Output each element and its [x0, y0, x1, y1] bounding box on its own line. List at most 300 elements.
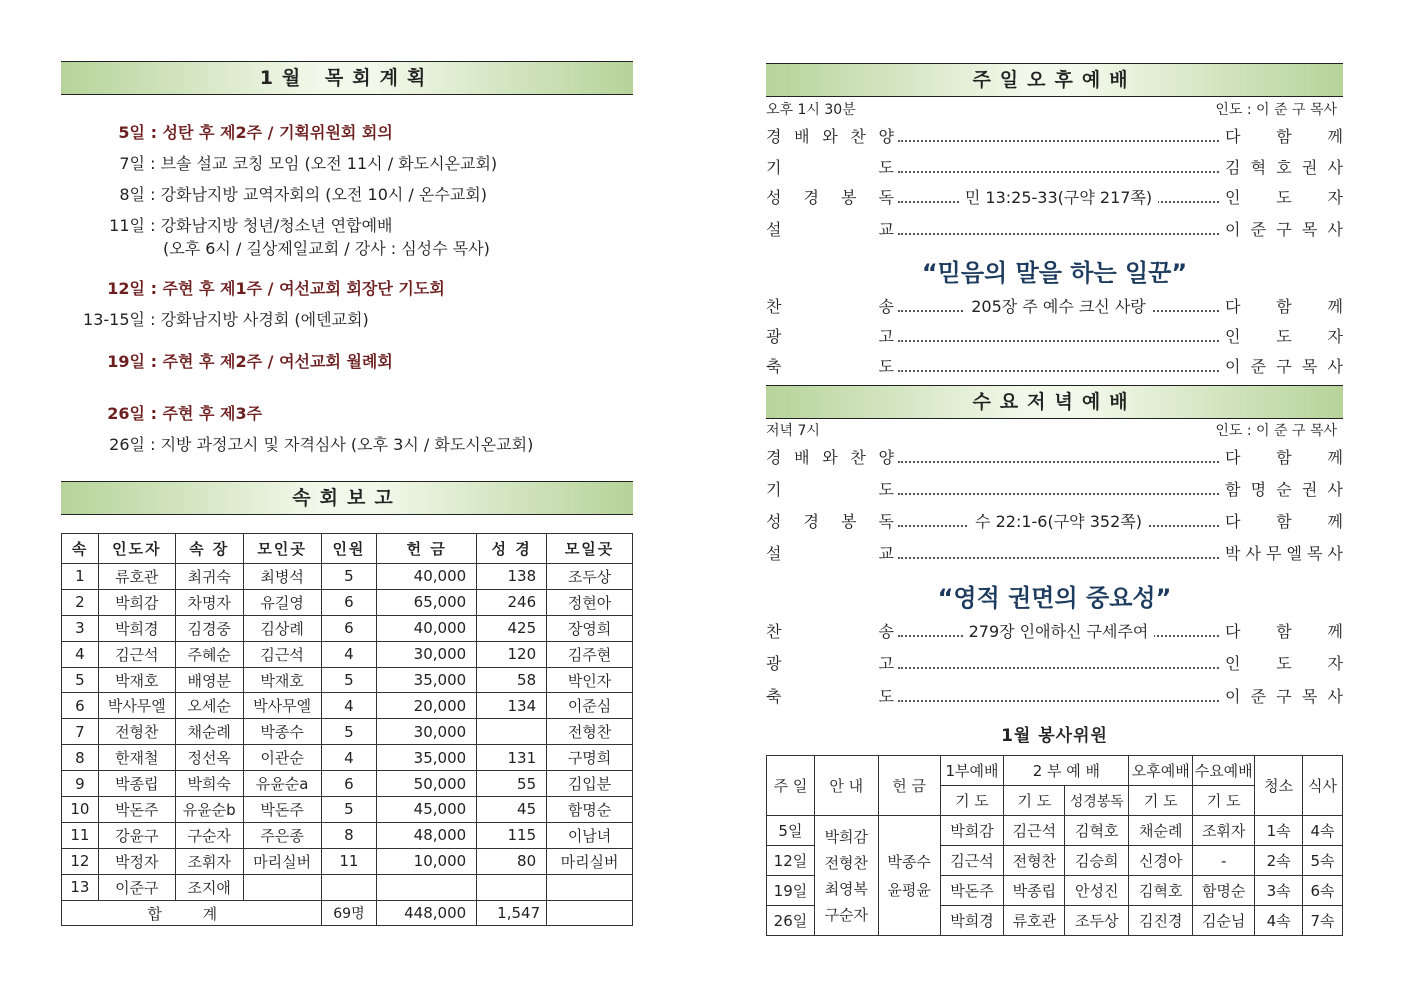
order-row [766, 325, 1343, 349]
cell: 김혁호 [1129, 876, 1193, 906]
plan-text: 강화남지방 교역자회의 (오전 10시 / 온수교회) [160, 185, 487, 204]
table-cell: 10,000 [377, 848, 477, 874]
table-cell: 오세순 [175, 693, 243, 719]
wednesday-subline [766, 421, 1343, 441]
leader-dots [898, 493, 1219, 495]
table-cell: 40,000 [377, 615, 477, 641]
order-person-char: 박 [1225, 544, 1241, 563]
order-person-char: 인 [1225, 327, 1241, 346]
plan-item [61, 151, 497, 174]
order-item-char: 송 [878, 622, 894, 641]
table-cell: 박돈주 [243, 797, 321, 823]
order-person-char: 이 [1225, 220, 1241, 239]
order-person-char: 자 [1327, 188, 1343, 207]
leader-dots [898, 171, 1219, 173]
table-cell: 박희경 [98, 615, 175, 641]
total-bible: 1,547 [477, 900, 547, 926]
plan-item [61, 276, 445, 299]
table-cell: 55 [477, 771, 547, 797]
plan-date: 7일 [119, 154, 145, 173]
order-person-char: 께 [1327, 622, 1343, 641]
table-cell: 30,000 [377, 719, 477, 745]
table-cell: 장영희 [547, 615, 633, 641]
plan-colon: : [145, 435, 161, 454]
cell: 박돈주 [940, 876, 1004, 906]
table-cell: 정선옥 [175, 745, 243, 771]
plan-text: 브솔 설교 코칭 모임 (오전 11시 / 화도시온교회) [160, 154, 498, 173]
plan-date: 8일 [119, 185, 145, 204]
col-guide: 안 내 [814, 756, 878, 816]
table-cell: 45 [477, 797, 547, 823]
table-cell: 2 [62, 589, 99, 615]
afternoon-subline [766, 100, 1343, 120]
table-cell: 김입분 [547, 771, 633, 797]
plan-colon: : [145, 352, 163, 371]
cell: - [1193, 846, 1255, 876]
table-cell: 김주현 [547, 641, 633, 667]
order-person-char: 함 [1276, 127, 1292, 146]
order-item [766, 510, 894, 534]
table-row [62, 848, 633, 874]
table-row [62, 615, 633, 641]
order-item [766, 620, 894, 644]
order-person-char: 사 [1327, 687, 1343, 706]
table-cell: 131 [477, 745, 547, 771]
week: 19일 [767, 876, 815, 906]
order-person-char: 목 [1301, 357, 1318, 376]
order-item-char: 찬 [766, 297, 782, 316]
column-header: 인원 [321, 534, 377, 564]
order-person-char: 께 [1327, 127, 1343, 146]
order-item [766, 355, 894, 379]
wednesday-service-header: 수요저녁예배 [766, 385, 1343, 419]
order-person-char: 호 [1276, 158, 1292, 177]
order-item [766, 652, 894, 676]
total-offering: 448,000 [377, 900, 477, 926]
order-person-char: 구 [1276, 687, 1292, 706]
service-title: 1월 봉사위원 [1001, 726, 1108, 746]
plan-colon: : [145, 154, 161, 173]
table-cell [547, 874, 633, 900]
leader-dots [898, 700, 1219, 702]
order-detail [898, 620, 1219, 644]
guide-name: 구순자 [824, 905, 869, 924]
afternoon-leader: 인도 : 이 준 구 목사 [1215, 102, 1337, 118]
order-item-char: 교 [878, 220, 894, 239]
order-person-char: 사 [1327, 480, 1343, 499]
plan-date: 19일 [107, 352, 145, 371]
table-cell: 김근석 [243, 641, 321, 667]
plan-item [61, 432, 533, 455]
cell: 김근석 [940, 846, 1004, 876]
cell-report-table [61, 533, 633, 926]
order-person-char: 혁 [1250, 158, 1267, 177]
table-cell: 48,000 [377, 822, 477, 848]
order-item-char: 고 [878, 327, 894, 346]
order-person-char: 권 [1301, 158, 1318, 177]
table-cell: 김근석 [98, 641, 175, 667]
order-person-char: 무 [1266, 544, 1282, 563]
table-header-row [62, 534, 633, 564]
order-row [766, 125, 1343, 149]
table-cell: 박종수 [243, 719, 321, 745]
col-wednesday-service: 수요예배 [1193, 756, 1255, 786]
cell: 박희감 [940, 816, 1004, 846]
order-person [1225, 218, 1343, 242]
order-person-char: 구 [1276, 357, 1292, 376]
order-item-char: 경 [803, 188, 819, 207]
order-item-char: 도 [878, 158, 894, 177]
guide-name: 최영복 [824, 879, 869, 898]
order-item [766, 478, 894, 502]
order-detail-text: 수 22:1-6(구약 352쪽) [969, 512, 1148, 531]
table-cell: 40,000 [377, 564, 477, 590]
order-item-char: 설 [766, 544, 782, 563]
order-person [1225, 125, 1343, 149]
cell: 김승희 [1065, 846, 1129, 876]
table-cell: 425 [477, 615, 547, 641]
table-cell: 조두상 [547, 564, 633, 590]
order-item [766, 186, 894, 210]
table-cell: 이준구 [98, 874, 175, 900]
cell: 1속 [1255, 816, 1303, 846]
table-cell: 115 [477, 822, 547, 848]
wednesday-leader: 인도 : 이 준 구 목사 [1215, 423, 1337, 439]
order-person-char: 구 [1276, 220, 1292, 239]
service-header-row-1 [767, 756, 1343, 786]
table-row [62, 719, 633, 745]
table-cell: 박인자 [547, 667, 633, 693]
order-item-char: 광 [766, 327, 782, 346]
order-item-char: 광 [766, 654, 782, 673]
table-cell: 마리실버 [547, 848, 633, 874]
order-person-char: 목 [1307, 544, 1323, 563]
cell: 조휘자 [1193, 816, 1255, 846]
table-cell: 246 [477, 589, 547, 615]
order-person-char: 함 [1225, 480, 1241, 499]
order-item [766, 325, 894, 349]
table-cell: 4 [321, 641, 377, 667]
table-row [62, 771, 633, 797]
plan-date: 5일 [118, 123, 145, 142]
col-reading: 성경봉독 [1065, 786, 1129, 816]
plan-text: 지방 과정고시 및 자격심사 (오후 3시 / 화도시온교회) [160, 435, 534, 454]
order-item [766, 125, 894, 149]
table-cell: 8 [62, 745, 99, 771]
order-item-char: 찬 [850, 448, 866, 467]
order-person-char: 엘 [1286, 544, 1302, 563]
table-cell: 유윤순b [175, 797, 243, 823]
table-cell: 12 [62, 848, 99, 874]
table-cell: 채순례 [175, 719, 243, 745]
table-row [62, 745, 633, 771]
table-cell: 함명순 [547, 797, 633, 823]
cell: 7속 [1303, 906, 1343, 936]
plan-item [61, 213, 490, 259]
table-cell: 4 [321, 745, 377, 771]
order-person-char: 명 [1250, 480, 1267, 499]
order-person [1225, 325, 1343, 349]
order-person-char: 사 [1327, 220, 1343, 239]
order-person-char: 사 [1245, 544, 1261, 563]
order-item [766, 542, 894, 566]
order-person-char: 께 [1327, 512, 1343, 531]
table-cell: 주은종 [243, 822, 321, 848]
leader-dots [898, 667, 1219, 669]
table-cell: 6 [321, 771, 377, 797]
order-row [766, 685, 1343, 709]
plan-colon: : [145, 310, 161, 329]
guide-cell [814, 816, 878, 936]
table-cell: 최병석 [243, 564, 321, 590]
order-person [1225, 446, 1343, 470]
order-item-char: 와 [822, 448, 838, 467]
table-cell: 전형찬 [98, 719, 175, 745]
table-cell: 박사무엘 [243, 693, 321, 719]
order-person-char: 준 [1250, 357, 1267, 376]
plan-colon: : [145, 216, 161, 235]
order-person [1225, 186, 1343, 210]
order-person-char: 이 [1225, 357, 1241, 376]
plan-header: 1월 목회계획 [61, 61, 633, 95]
table-cell: 134 [477, 693, 547, 719]
table-row [62, 564, 633, 590]
order-item [766, 218, 894, 242]
order-person-char: 인 [1225, 654, 1241, 673]
table-cell: 11 [62, 822, 99, 848]
table-row [62, 667, 633, 693]
table-row [62, 589, 633, 615]
table-cell: 35,000 [377, 667, 477, 693]
order-item-char: 축 [766, 357, 782, 376]
order-row [766, 186, 1343, 210]
table-row [62, 693, 633, 719]
order-person-char: 다 [1225, 512, 1241, 531]
leader-dots [898, 370, 1219, 372]
order-person-char: 함 [1276, 622, 1292, 641]
plan-text: 강화남지방 청년/청소년 연합예배 [160, 216, 393, 235]
cell: 안성진 [1065, 876, 1129, 906]
table-cell: 5 [321, 719, 377, 745]
table-cell: 이관순 [243, 745, 321, 771]
order-person-char: 께 [1327, 448, 1343, 467]
table-cell: 조지애 [175, 874, 243, 900]
table-cell: 35,000 [377, 745, 477, 771]
table-cell: 배영분 [175, 667, 243, 693]
cell: 신경아 [1129, 846, 1193, 876]
table-cell: 박희감 [98, 589, 175, 615]
table-cell: 5 [321, 797, 377, 823]
plan-text: 주현 후 제3주 [162, 404, 263, 423]
order-person [1225, 156, 1343, 180]
week: 26일 [767, 906, 815, 936]
order-person-char: 자 [1327, 327, 1343, 346]
table-cell: 박사무엘 [98, 693, 175, 719]
wednesday-sermon-title: “영적 권면의 중요성” [937, 584, 1172, 612]
order-person-char: 도 [1276, 188, 1292, 207]
order-person [1225, 355, 1343, 379]
order-person [1225, 620, 1343, 644]
order-item-char: 축 [766, 687, 782, 706]
cell: 5속 [1303, 846, 1343, 876]
table-cell: 최귀숙 [175, 564, 243, 590]
week: 5일 [767, 816, 815, 846]
cell: 김근석 [1004, 816, 1065, 846]
order-person-char: 께 [1327, 297, 1343, 316]
plan-item [61, 307, 369, 330]
order-item-char: 교 [878, 544, 894, 563]
cell: 김진경 [1129, 906, 1193, 936]
cell: 박희경 [940, 906, 1004, 936]
order-item-char: 찬 [850, 127, 866, 146]
table-cell: 13 [62, 874, 99, 900]
order-person-char: 순 [1276, 480, 1292, 499]
table-cell: 주혜순 [175, 641, 243, 667]
order-item [766, 685, 894, 709]
table-cell: 7 [62, 719, 99, 745]
table-row [62, 641, 633, 667]
cell: 4속 [1303, 816, 1343, 846]
column-header: 성 경 [477, 534, 547, 564]
order-item-char: 도 [878, 480, 894, 499]
order-row [766, 620, 1343, 644]
table-cell: 6 [62, 693, 99, 719]
order-person-char: 준 [1250, 687, 1267, 706]
service-row [767, 816, 1343, 846]
table-cell: 한재철 [98, 745, 175, 771]
col-prayer-1: 기 도 [940, 786, 1004, 816]
plan-date: 26일 [109, 435, 145, 454]
table-cell: 30,000 [377, 641, 477, 667]
table-row [62, 822, 633, 848]
service-committee-table [766, 755, 1343, 936]
table-cell: 류호관 [98, 564, 175, 590]
table-cell: 4 [62, 641, 99, 667]
table-cell: 박돈주 [98, 797, 175, 823]
order-person-char: 이 [1225, 687, 1241, 706]
order-item-char: 봉 [841, 188, 857, 207]
order-person-char: 자 [1327, 654, 1343, 673]
order-row [766, 652, 1343, 676]
table-cell: 박정자 [98, 848, 175, 874]
order-person [1225, 652, 1343, 676]
order-item-char: 성 [766, 512, 782, 531]
table-cell: 6 [321, 615, 377, 641]
plan-text: 주현 후 제2주 / 여선교회 월례회 [162, 352, 393, 371]
table-cell: 120 [477, 641, 547, 667]
table-cell: 1 [62, 564, 99, 590]
col-second-service: 2 부 예 배 [1004, 756, 1129, 786]
plan-item [61, 349, 393, 372]
offering-cell [878, 816, 940, 936]
table-cell: 전형찬 [547, 719, 633, 745]
order-person-char: 도 [1276, 654, 1292, 673]
order-person [1225, 478, 1343, 502]
order-person-char: 김 [1225, 158, 1241, 177]
order-person-char: 다 [1225, 127, 1241, 146]
table-cell: 박재호 [98, 667, 175, 693]
cell: 김혁호 [1065, 816, 1129, 846]
column-header: 모인곳 [243, 534, 321, 564]
order-item-char: 봉 [841, 512, 857, 531]
plan-colon: : [145, 185, 161, 204]
order-item-char: 양 [878, 127, 894, 146]
plan-colon: : [145, 404, 163, 423]
order-person-char: 인 [1225, 188, 1241, 207]
order-item-char: 고 [878, 654, 894, 673]
table-cell: 박종립 [98, 771, 175, 797]
plan-date: 13-15일 [83, 310, 145, 329]
table-cell: 20,000 [377, 693, 477, 719]
table-cell: 김상례 [243, 615, 321, 641]
col-prayer-4: 기 도 [1193, 786, 1255, 816]
col-prayer-2: 기 도 [1004, 786, 1065, 816]
leader-dots [898, 140, 1219, 142]
table-cell: 강윤구 [98, 822, 175, 848]
table-cell: 이준심 [547, 693, 633, 719]
guide-name: 박희감 [824, 827, 869, 846]
order-person-char: 준 [1250, 220, 1267, 239]
order-person-char: 사 [1327, 158, 1343, 177]
table-cell: 11 [321, 848, 377, 874]
order-detail-text: 279장 인애하신 구세주여 [963, 622, 1155, 641]
table-cell: 유길영 [243, 589, 321, 615]
plan-date: 26일 [107, 404, 145, 423]
order-row [766, 156, 1343, 180]
column-header: 헌 금 [377, 534, 477, 564]
order-row [766, 218, 1343, 242]
order-person-char: 권 [1301, 480, 1318, 499]
cell: 김순님 [1193, 906, 1255, 936]
wednesday-time: 저녁 7시 [766, 423, 820, 439]
cell: 함명순 [1193, 876, 1255, 906]
cell: 6속 [1303, 876, 1343, 906]
col-offering: 헌 금 [878, 756, 940, 816]
plan-item [61, 120, 393, 143]
plan-colon: : [145, 279, 163, 298]
leader-dots [898, 557, 1219, 559]
column-header: 인도자 [98, 534, 175, 564]
order-detail [898, 295, 1219, 319]
cell: 3속 [1255, 876, 1303, 906]
order-item-char: 찬 [766, 622, 782, 641]
order-person-char: 다 [1225, 448, 1241, 467]
col-cleaning: 청소 [1255, 756, 1303, 816]
col-week: 주 일 [767, 756, 815, 816]
total-empty [547, 900, 633, 926]
table-cell [377, 874, 477, 900]
order-person-char: 함 [1276, 512, 1292, 531]
table-cell: 10 [62, 797, 99, 823]
order-detail [898, 186, 1219, 210]
afternoon-service-header: 주일오후예배 [766, 63, 1343, 97]
plan-item [61, 182, 487, 205]
table-cell: 9 [62, 771, 99, 797]
column-header: 모일곳 [547, 534, 633, 564]
plan-date: 11일 [109, 216, 145, 235]
table-cell: 5 [321, 667, 377, 693]
order-person-char: 다 [1225, 297, 1241, 316]
table-cell [321, 874, 377, 900]
col-prayer-3: 기 도 [1129, 786, 1193, 816]
table-cell: 박희숙 [175, 771, 243, 797]
offering-name: 박종수 [887, 852, 931, 871]
order-item-char: 송 [878, 297, 894, 316]
order-item-char: 독 [878, 512, 894, 531]
table-cell: 유윤순a [243, 771, 321, 797]
order-item-char: 기 [766, 158, 782, 177]
order-person [1225, 510, 1343, 534]
